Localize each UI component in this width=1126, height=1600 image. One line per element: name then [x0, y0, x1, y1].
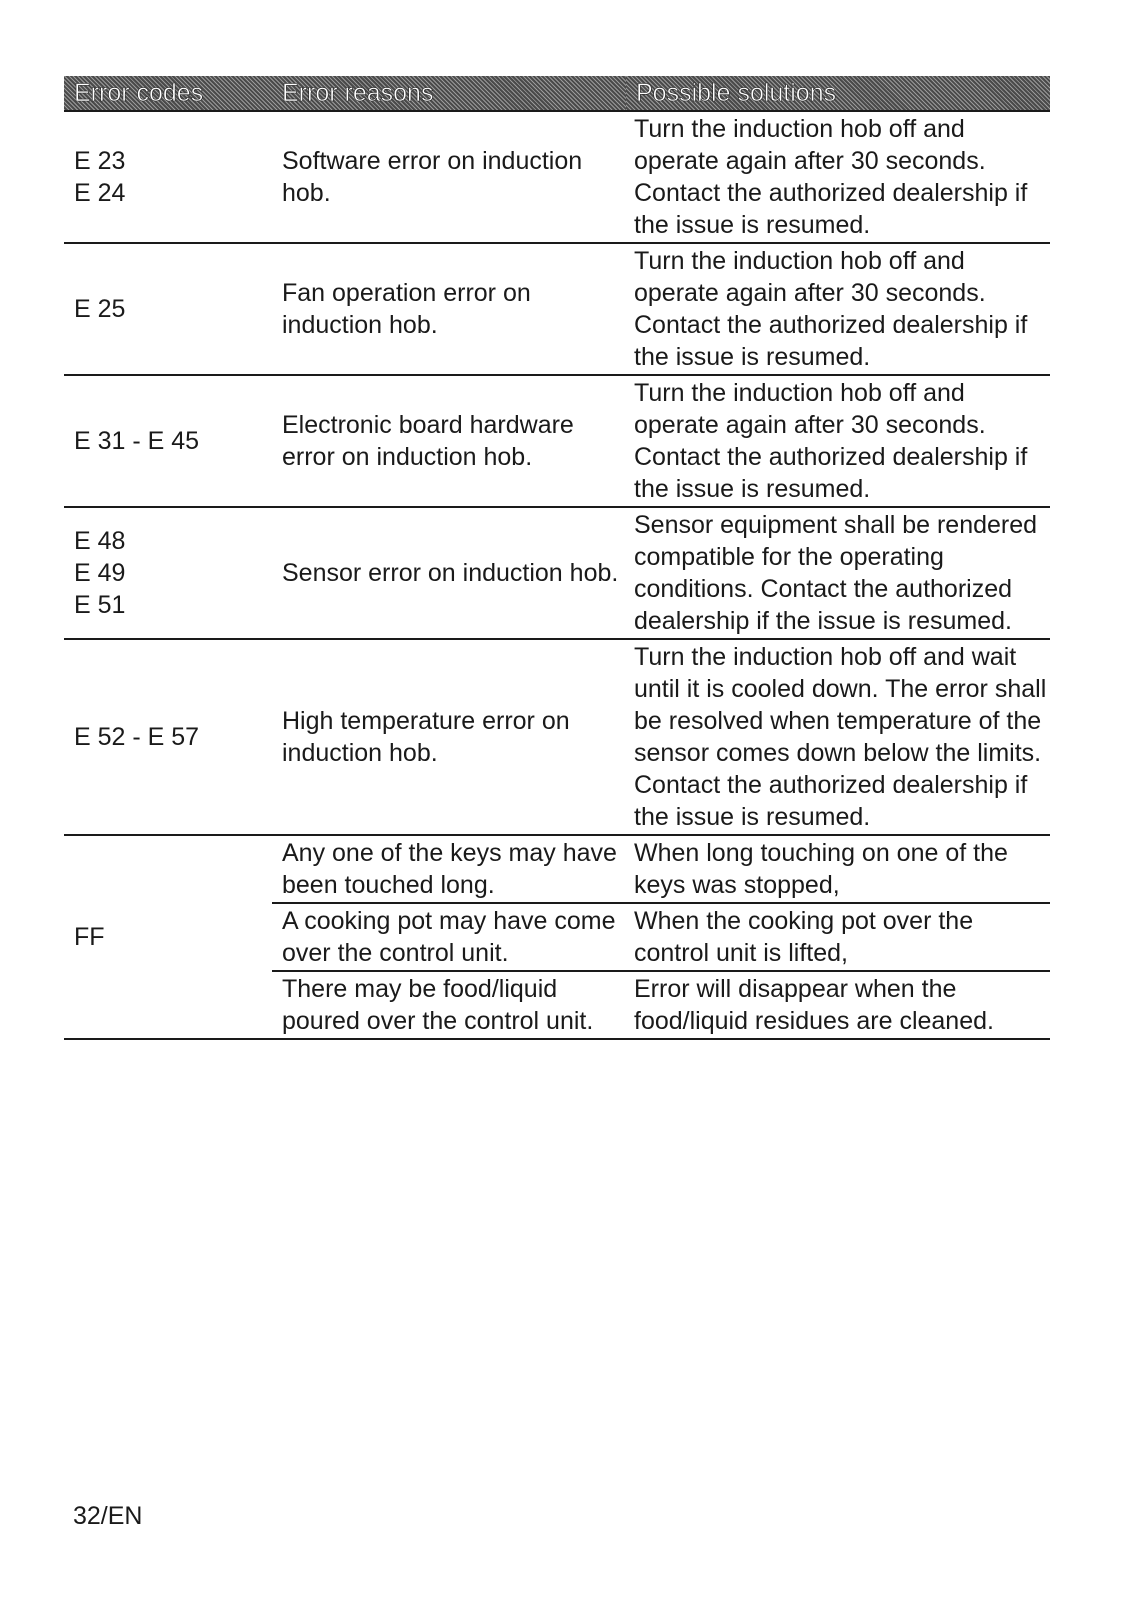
- table-row: [64, 111, 1050, 243]
- solution-cell: Sensor equipment shall be rendered compatible for the operating conditions. Contact the authorized dealership if the issue is resumed.: [626, 507, 1050, 639]
- solution-cell: Error will disappear when the food/liquid residues are cleaned.: [626, 971, 1050, 1039]
- table-row: [64, 835, 1050, 903]
- error-code-cell: E 31 - E 45: [64, 375, 272, 507]
- error-reason-cell: A cooking pot may have come over the control unit.: [272, 903, 626, 971]
- error-codes-table: [64, 76, 1050, 1040]
- header-error-codes: Error codes: [64, 76, 272, 111]
- error-code-cell: E 25: [64, 243, 272, 375]
- table-row: [64, 639, 1050, 835]
- error-code-cell: FF: [64, 835, 272, 1039]
- table-row: [64, 375, 1050, 507]
- error-reason-cell: There may be food/liquid poured over the control unit.: [272, 971, 626, 1039]
- header-possible-solutions: Possible solutions: [626, 76, 1050, 111]
- page-number: 32/EN: [73, 1502, 143, 1530]
- table-row: [64, 507, 1050, 639]
- error-code-cell: E 23 E 24: [64, 111, 272, 243]
- solution-cell: Turn the induction hob off and operate again after 30 seconds. Contact the authorized dealership if the issue is resumed.: [626, 111, 1050, 243]
- error-code-cell: E 52 - E 57: [64, 639, 272, 835]
- table-row: [64, 243, 1050, 375]
- error-reason-cell: Electronic board hardware error on induction hob.: [272, 375, 626, 507]
- error-reason-cell: Any one of the keys may have been touched long.: [272, 835, 626, 903]
- solution-cell: When long touching on one of the keys was stopped,: [626, 835, 1050, 903]
- table-header-row: [64, 76, 1050, 111]
- error-reason-cell: Software error on induction hob.: [272, 111, 626, 243]
- solution-cell: When the cooking pot over the control unit is lifted,: [626, 903, 1050, 971]
- error-code-cell: E 48 E 49 E 51: [64, 507, 272, 639]
- error-reason-cell: Fan operation error on induction hob.: [272, 243, 626, 375]
- header-error-reasons: Error reasons: [272, 76, 626, 111]
- solution-cell: Turn the induction hob off and wait until it is cooled down. The error shall be resolved when temperature of the sensor comes down below the limits. Contact the authorized dealership if the issue is resumed.: [626, 639, 1050, 835]
- solution-cell: Turn the induction hob off and operate again after 30 seconds. Contact the authorized dealership if the issue is resumed.: [626, 375, 1050, 507]
- error-reason-cell: High temperature error on induction hob.: [272, 639, 626, 835]
- error-reason-cell: Sensor error on induction hob.: [272, 507, 626, 639]
- solution-cell: Turn the induction hob off and operate again after 30 seconds. Contact the authorized dealership if the issue is resumed.: [626, 243, 1050, 375]
